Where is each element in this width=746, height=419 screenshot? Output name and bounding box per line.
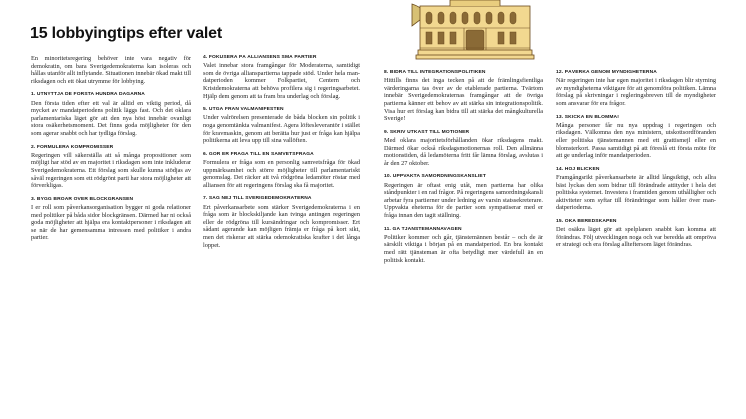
tip-body: När regeringen inte har egen majoritet i riksdagen blir styrning av myndigheterna viktigare för att genomföra politiken. Lämna förslag på skrivningar i regleringsbreven till de myndigheter som ansvarar för era frågor. (556, 77, 716, 107)
tip-body: Regeringen är oftast enig utåt, men partierna har olika ståndpunkter i en rad frågor. På regeringens samordningskansli arbetar fyra partierner under ledning av varsin statssekreterare. Uppvakta eheterna för de partier som sympatiserar med er fråga innan den tagit ställning. (384, 181, 543, 219)
tip-body: Under valrörelsen presenterade de båda blocken sin politik i noga genomtänkta valmanifest. Agera löftesleverantör i stället för kravmaskin, genom att berätta hur just er fråga kan hjälpa politikerna att leva upp till sina vallöften. (203, 114, 360, 145)
tip-6 (203, 152, 360, 190)
tip-heading: 3. BYGG BROAR ÖVER BLOCKGRÄNSEN (31, 196, 134, 202)
tip-5 (203, 107, 360, 145)
tip-body: I er roll som påverkansorganisation bygger ni goda relationer med politiker på båda sidor blockgränsen. Därmed har ni också goda möjligheter att hjälpa era kontaktpersoner i riksdagen att se när de har gemensamma intressen med politiker i andra partier. (31, 203, 191, 242)
column-1 (31, 55, 191, 242)
intro-paragraph (31, 55, 191, 85)
tip-heading: 11. GÅ TJÄNSTEMANNAVÄGEN (384, 226, 462, 232)
tip-body: Den första tiden efter ett val är alltid en viktig period, då mycket av mandatperiodens politik läggs fast. Och det oklara parlamentariska läget gör att den nya höst innebär ovanligt stora osäkerhetsmoment. Det finns goda möjligheter för den som agerar snabbt och har tydliga förslag. (31, 99, 191, 137)
tip-13 (556, 115, 716, 160)
tip-heading: 12. PÅVERKA GENOM MYNDIGHETERNA (556, 70, 657, 75)
column-3 (384, 70, 543, 264)
tip-heading: 7. SÄG NEJ TILL SVERIGEDEMOKRATERNA (203, 196, 312, 202)
tip-heading: 1. UTNYTTJA DE FÖRSTA HUNDRA DAGARNA (31, 92, 145, 98)
tip-heading: 5. UTGÅ FRÅN VALMANIFESTEN (203, 107, 284, 113)
tip-2 (31, 145, 191, 190)
tip-9 (384, 130, 543, 168)
tip-8 (384, 70, 543, 123)
tip-heading: 4. FOKUSERA PÅ ALLIANSENS SMÅ PARTIER (203, 55, 317, 60)
tip-10 (384, 174, 543, 219)
tip-body: Många personer får nu nya uppdrag i regeringen och riksdagen. Välkomna den nya ministern, utskottsordföranden eller politiska tjänstemannen med ett grattismejl eller en blomsterkort. Passa samtidigt på att föreslå ett första möte för att ge underlag inför mandatperioden. (556, 121, 716, 160)
tip-heading: 6. GÖR ER FRÅGA TILL EN SAMVETSFRÅGA (203, 151, 314, 157)
tip-body: Hittills finns det inga tecken på att de främlingsfientliga värderingarna tas över av de etablerade partierna. Tvärtom innebär Sverigedemokraternas framgångar att de övriga partierna känner ett behov av att stärka sin integrationspolitik. Visa hur ert förslag kan bidra till att stärka det mångkulturella Sverige! (384, 77, 543, 123)
tip-11 (384, 227, 543, 265)
tip-body: Med oklara majoritetsförhållanden ökar riksdagens makt. Därmed ökar också riksdagsmotionernas roll. Den allmänna motionstiden, då ledamöterna fritt får lämna förslag, avslutas i år den 27 oktober. (384, 136, 543, 167)
tip-body: Regeringen vill säkerställa att så många propositioner som möjligt har stöd av en majoritet i riksdagen som inte inkluderar Sverigedemokraterna. Ett förslag som skulle kunna stödjas av såväl regeringen som ett rödgrönt parti har stora möjligheter att förverkligas. (31, 151, 191, 190)
tip-body: Ert påverkansarbete som stärker Sverigedemokraterna i en fråga som är blockskiljande kan tvinga antingen regeringen eller de rödgröna till kursändringar och kompromisser. Ert sådant agerande kan möjligen främja er fråga på kort sikt, men det riskerar att stärka odemokratiska krafter i det långa loppet. (203, 203, 360, 249)
tip-body: Formulera er fråga som en personlig samvetsfråga för ökad uppmärksamhet och större möjligheter till parlamentariskt genomslag. Det räcker att två rödgröna ledamöter röstar med alliansen för att regeringens förslag ska få majoritet. (203, 158, 360, 189)
tip-body: Valet innebar stora framgångar för Moderaterna, samtidigt som de övriga allianspartierna tappade stöd. Under hela mandatperioden kommer Folkpartiet, Centern och Kristdemokraterna att behöva profilera sig i regeringsarbetet. Hjälp dem genom att ta fram bra underlag och förslag. (203, 62, 360, 100)
tip-4 (203, 55, 360, 100)
tip-7 (203, 196, 360, 249)
column-4 (556, 70, 716, 249)
tip-heading: 8. BIDRA TILL INTEGRATIONSPOLITIKEN (384, 70, 486, 75)
tip-14 (556, 167, 716, 212)
tip-heading: 14. HÖJ BLICKEN (556, 166, 600, 172)
column-2 (203, 55, 360, 249)
tip-heading: 2. FORMULERA KOMPROMISSER (31, 144, 114, 150)
tip-heading: 13. SKICKA EN BLOMMA! (556, 114, 620, 120)
article-title: 15 lobbyingtips efter valet (30, 25, 222, 42)
intro-text: En minoritetsregering behöver inte vara negativ för demokratin, om bara Sverigedemokraterna kan isoleras och hållas utanför allt inflytande. Situationen innebär ökad makt till riksdagen och ett ökat utrymme för lobbying. (31, 55, 192, 85)
tip-12 (556, 70, 716, 108)
tip-heading: 15. ÖKA BEREDSKAPEN (556, 218, 617, 224)
tip-body: Det osäkra läget gör att spelplanen snabbt kan komma att förändras. Följ utvecklingen noga och var beredda att ompröva er strategi och era förslag allteftersom läget förändras. (556, 226, 716, 249)
tip-body: Framgångsrikt påverkansarbete är alltid långsiktigt, och allra bäst lyckas den som bidrar till förändrade attityder i hela det politiska systemet. Investera i framtiden genom uthålligher och aktiviteter som syftar till förändringar som håller över mandatperioderna. (556, 173, 716, 212)
tip-heading: 9. SKRIV UTKAST TILL MOTIONER (384, 129, 470, 135)
tip-heading: 10. UPPVAKTA SAMORDNINGSKANSLIET (384, 174, 486, 180)
tip-1 (31, 92, 191, 137)
parliament-building-icon (410, 0, 540, 62)
tip-15 (556, 219, 716, 249)
tip-3 (31, 197, 191, 242)
tip-body: Politiker kommer och går, tjänstemännen består – och de är särskilt viktiga i början på en mandatperiod. En bra kontakt med rätt tjänsteman är ofta betydligt mer värdefull än en politisk kontakt. (384, 233, 543, 264)
